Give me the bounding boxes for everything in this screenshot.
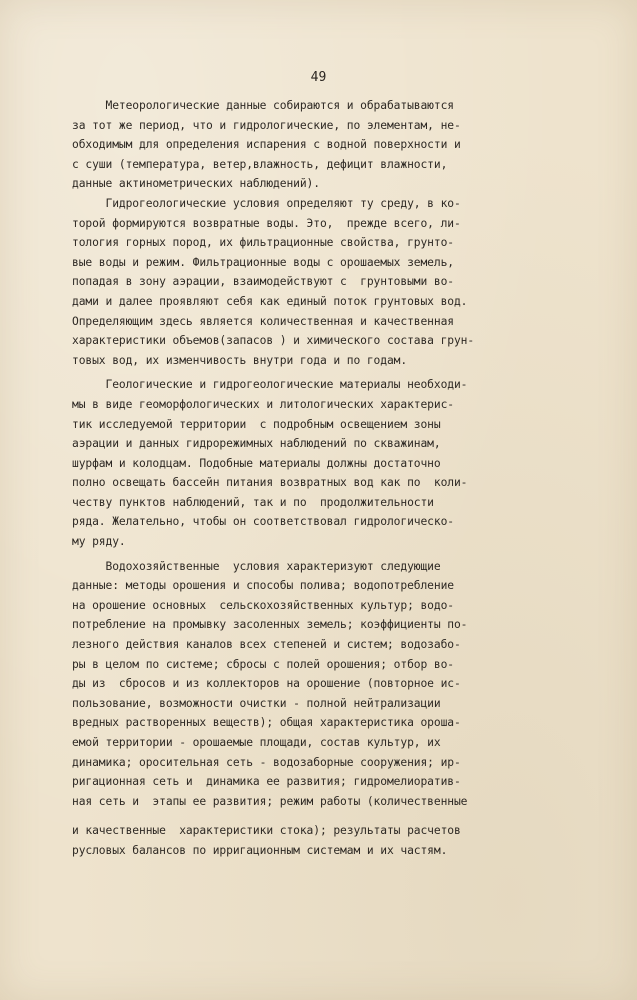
text-line: потребление на промывку засоленных земель; коэффициенты по-	[72, 618, 468, 632]
body-text	[72, 96, 572, 861]
paragraph-continuation	[72, 821, 572, 860]
text-line: Определяющим здесь является количественная и качественная	[72, 314, 454, 328]
text-line: ная сеть и этапы ее развития; режим работы (количественные	[72, 794, 468, 808]
text-line: торой формируются возвратные воды. Это, прежде всего, ли-	[72, 216, 461, 230]
text-line: шурфам и колодцам. Подобные материалы должны достаточно	[72, 456, 441, 470]
text-line: за тот же период, что и гидрологические, по элементам, не-	[72, 118, 461, 132]
text-line: товых вод, их изменчивость внутри года и по годам.	[72, 353, 408, 367]
text-line: му ряду.	[72, 535, 126, 549]
text-line: данные: методы орошения и способы полива; водопотребление	[72, 579, 454, 593]
text-line: ды из сбросов и из коллекторов на орошение (повторное ис-	[72, 677, 461, 691]
text-line: мы в виде геоморфологических и литологических характерис-	[72, 397, 454, 411]
text-line: характеристики объемов(запасов ) и химического состава грун-	[72, 334, 475, 348]
text-line: Гидрогеологические условия определяют ту среду, в ко-	[72, 196, 461, 210]
text-line: с суши (температура, ветер,влажность, дефицит влажности,	[72, 157, 448, 171]
text-line: динамика; оросительная сеть - водозаборные сооружения; ир-	[72, 755, 461, 769]
text-line: попадая в зону аэрации, взаимодействуют с грунтовыми во-	[72, 275, 454, 289]
text-line: тик исследуемой территории с подробным освещением зоны	[72, 417, 441, 431]
text-line: русловых балансов по ирригационным системам и их частям.	[72, 843, 448, 857]
text-line: полно освещать бассейн питания возвратных вод как по коли-	[72, 476, 468, 490]
text-line: ряда. Желательно, чтобы он соответствовал гидрологическо-	[72, 515, 454, 529]
text-line: на орошение основных сельскохозяйственных культур; водо-	[72, 598, 454, 612]
text-line: данные актинометрических наблюдений).	[72, 177, 320, 191]
text-line: лезного действия каналов всех степеней и систем; водозабо-	[72, 638, 461, 652]
text-line: вредных растворенных веществ); общая характеристика ороша-	[72, 716, 461, 730]
text-line: Водохозяйственные условия характеризуют следующие	[72, 559, 441, 573]
text-line: пользование, возможности очистки - полной нейтрализации	[72, 696, 441, 710]
text-line: емой территории - орошаемые площади, состав культур, их	[72, 736, 441, 749]
text-line: вые воды и режим. Фильтрационные воды с орошаемых земель,	[72, 255, 454, 269]
paragraph-geological	[72, 375, 572, 551]
text-line: тология горных пород, их фильтрационные свойства, грунто-	[72, 236, 454, 250]
paragraph-meteorological	[72, 96, 572, 194]
paragraph-water-management	[72, 557, 572, 812]
paragraph-gap	[72, 811, 572, 821]
text-line: Геологические и гидрогеологические материалы необходи-	[72, 378, 468, 392]
text-line: ригационная сеть и динамика ее развития; гидромелиоратив-	[72, 775, 461, 789]
page-number: 49	[310, 70, 327, 85]
paragraph-hydrogeological	[72, 194, 572, 370]
text-line: обходимым для определения испарения с водной поверхности и	[72, 138, 461, 152]
text-line: и качественные характеристики стока); результаты расчетов	[72, 824, 461, 838]
text-line: аэрации и данных гидрорежимных наблюдений по скважинам,	[72, 437, 441, 451]
text-line: Метеорологические данные собираются и обрабатываются	[72, 99, 454, 112]
text-line: дами и далее проявляют себя как единый поток грунтовых вод.	[72, 294, 468, 308]
text-line: честву пунктов наблюдений, так и по продолжительности	[72, 495, 434, 509]
text-line: ры в целом по системе; сбросы с полей орошения; отбор во-	[72, 657, 454, 671]
